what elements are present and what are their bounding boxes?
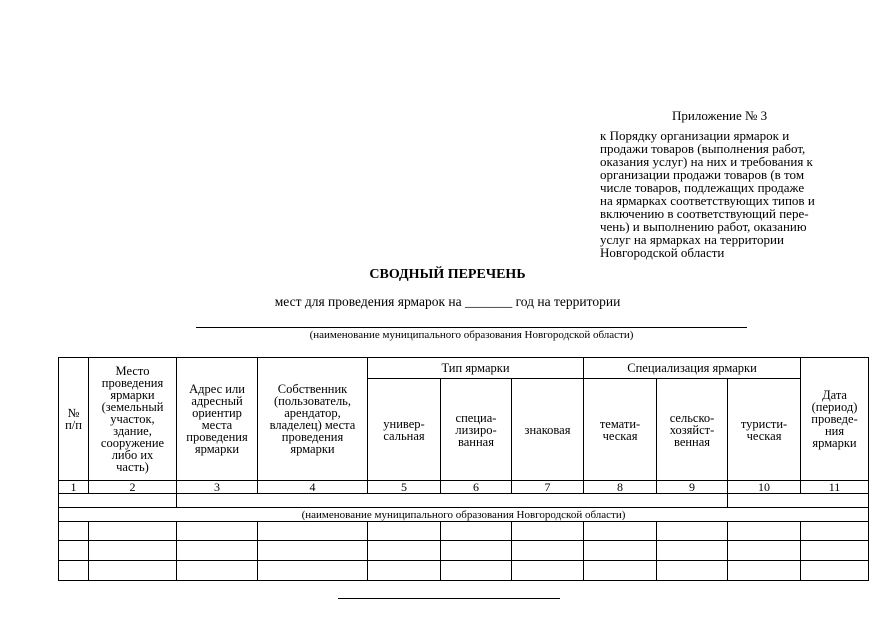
table-cell xyxy=(657,541,728,561)
table-cell xyxy=(89,561,177,581)
table-cell xyxy=(728,561,801,581)
header-thematic: темати- ческая xyxy=(584,379,657,481)
section-caption-row xyxy=(59,508,869,522)
document-subtitle: мест для проведения ярмарок на _______ год на территории xyxy=(274,294,621,309)
table-cell xyxy=(512,522,584,541)
footer-divider xyxy=(338,598,560,599)
table-header-row xyxy=(59,358,869,379)
table-cell xyxy=(59,561,89,581)
appendix-text: к Порядку организации ярмарок и продажи товаров (выполнения работ, оказания услуг) на них и требования к организации продажи товаров (в том числе товаров, подлежащих продаже на ярмарках соответствующих типов и включению в соответствующий пере- чень) и выполнению работ, оказанию услуг на ярмарках на территории Новгородской области xyxy=(600,128,815,260)
table-cell xyxy=(728,541,801,561)
table-cell xyxy=(584,541,657,561)
document-title: СВОДНЫЙ ПЕРЕЧЕНЬ xyxy=(369,267,526,282)
header-place: Место проведения ярмарки (земельный участок, здание, сооружение либо их часть) xyxy=(89,358,177,481)
table-row xyxy=(59,541,869,561)
table-cell xyxy=(368,541,441,561)
table-cell xyxy=(59,494,177,508)
table-cell xyxy=(584,561,657,581)
table-cell xyxy=(584,522,657,541)
table-cell xyxy=(441,561,512,581)
table-cell xyxy=(89,541,177,561)
table-cell xyxy=(258,522,368,541)
municipality-name-line xyxy=(196,327,747,328)
table-cell xyxy=(512,541,584,561)
column-number: 4 xyxy=(258,481,368,494)
table-cell xyxy=(177,522,258,541)
column-number: 11 xyxy=(801,481,869,494)
column-number: 1 xyxy=(59,481,89,494)
table-cell xyxy=(258,561,368,581)
fair-places-table xyxy=(58,357,869,581)
table-cell xyxy=(801,561,869,581)
table-cell xyxy=(368,522,441,541)
table-cell xyxy=(728,494,869,508)
column-number: 7 xyxy=(512,481,584,494)
table-row xyxy=(59,494,869,508)
table-cell xyxy=(512,561,584,581)
table-cell xyxy=(368,561,441,581)
table-row xyxy=(59,561,869,581)
column-number: 3 xyxy=(177,481,258,494)
header-agricultural: сельско- хозяйст- венная xyxy=(657,379,728,481)
table-cell xyxy=(177,541,258,561)
table-cell xyxy=(801,541,869,561)
column-number: 9 xyxy=(657,481,728,494)
table-cell xyxy=(441,541,512,561)
header-number: № п/п xyxy=(59,358,89,481)
column-number-row xyxy=(59,481,869,494)
appendix-title: Приложение № 3 xyxy=(672,108,768,123)
column-number: 2 xyxy=(89,481,177,494)
header-universal: универ- сальная xyxy=(368,379,441,481)
table-cell xyxy=(89,522,177,541)
table-cell xyxy=(59,541,89,561)
table-cell xyxy=(177,494,728,508)
table-row xyxy=(59,522,869,541)
section-caption: (наименование муниципального образования Новгородской области) xyxy=(59,508,869,522)
table-cell xyxy=(728,522,801,541)
header-group-specialization: Специализация ярмарки xyxy=(584,358,801,379)
header-group-type: Тип ярмарки xyxy=(368,358,584,379)
table-cell xyxy=(177,561,258,581)
header-specialized: специа- лизиро- ванная xyxy=(441,379,512,481)
table-cell xyxy=(258,541,368,561)
column-number: 10 xyxy=(728,481,801,494)
header-address: Адрес или адресный ориентир места проведения ярмарки xyxy=(177,358,258,481)
table-cell xyxy=(441,522,512,541)
header-date: Дата (период) проведе- ния ярмарки xyxy=(801,358,869,481)
table-cell xyxy=(657,561,728,581)
column-number: 8 xyxy=(584,481,657,494)
municipality-name-caption: (наименование муниципального образования Новгородской области) xyxy=(309,329,634,341)
column-number: 5 xyxy=(368,481,441,494)
header-tourist: туристи- ческая xyxy=(728,379,801,481)
header-owner: Собственник (пользователь, арендатор, владелец) места проведения ярмарки xyxy=(258,358,368,481)
column-number: 6 xyxy=(441,481,512,494)
table-cell xyxy=(59,522,89,541)
header-landmark: знаковая xyxy=(512,379,584,481)
table-cell xyxy=(657,522,728,541)
table-cell xyxy=(801,522,869,541)
